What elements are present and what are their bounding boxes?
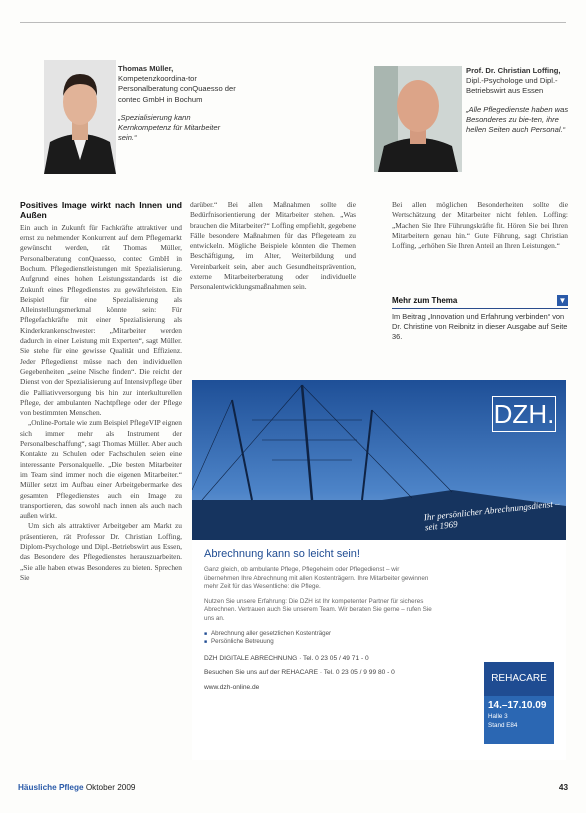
- rehacare-date: 14.–17.10.09: [488, 700, 547, 711]
- article-column-1: [20, 200, 182, 583]
- rehacare-stand: Stand E84: [488, 722, 518, 729]
- ad-paragraph: Ganz gleich, ob ambulante Pflege, Pflegeheim oder Pflegedienst – wir übernehmen Ihre Abrechnung mit allen Kostenträgern. Ihre Mitarbeiter gewinnen mehr Zeit für das Wesentliche: die Pflege.: [204, 566, 429, 591]
- person-role: Kompetenzkoordina-tor Personalberatung conQuaesso der contec GmbH in Bochum: [118, 74, 236, 104]
- issue-date: Oktober 2009: [85, 783, 136, 792]
- article-column-3: [392, 200, 568, 251]
- more-on-topic-label: Mehr zum Thema: [392, 296, 458, 305]
- ad-website-link[interactable]: www.dzh-online.de: [204, 683, 260, 691]
- page-footer: [18, 783, 568, 792]
- more-on-topic-box: [392, 295, 568, 343]
- list-item: ■ Abrechnung aller gesetzlichen Kostenträger: [204, 630, 434, 639]
- ad-paragraph: Nutzen Sie unsere Erfahrung: Die DZH ist Ihr kompetenter Partner für sicheres Abrechnen. Vertrauen auch Sie unserem Team. Wir beraten Sie gerne – rufen Sie uns an.: [204, 597, 432, 622]
- paragraph: Um sich als attraktiver Arbeitgeber am Markt zu präsentieren, rät Professor Dr. Christian Loffing, Diplom-Psychologe und Dipl.-Betriebswirt aus Essen, das Besondere des Pflegedienstes herauszuarbeiten. „Sie alle haben etwas Besonderes zu bieten. Sprechen Sie: [20, 521, 182, 582]
- dzh-logo: DZH.: [492, 396, 556, 432]
- person-name: Prof. Dr. Christian Loffing,: [466, 66, 561, 75]
- person-bio-mueller: [118, 64, 238, 143]
- ad-slogan: Ihr persönlicher Abrechnungsdienst – seit 1969: [423, 498, 560, 533]
- advertisement-dzh[interactable]: [192, 380, 566, 760]
- rehacare-banner: REHACARE: [484, 662, 554, 696]
- person-quote: „Spezialisierung kann Kernkompetenz für Mitarbeiter sein.“: [118, 112, 221, 143]
- rehacare-details: [484, 696, 554, 744]
- ad-body: [204, 548, 434, 699]
- person-role: Dipl.-Psychologe und Dipl.-Betriebswirt aus Essen: [466, 76, 558, 96]
- page-number: 43: [558, 783, 568, 792]
- paragraph: darüber.“ Bei allen Maßnahmen sollte die Bedürfnisorientierung der Mitarbeiter stehen. „Was brauchen die Mitarbeiter?“ Loffing empfiehlt, gegebene Fälle besondere Maßnahmen für das Pflegeteam zu entwickeln. Mögliche Beispiele könnten die Themen Beschäftigung, im Alter, Weiterbildung und Vereinbarkeit sein, aber auch Gesundheitsprävention, externe Mitarbeiterberatung oder individuelle Personalentwicklungsmaßnahmen sein.: [190, 200, 356, 292]
- person-name: Thomas Müller,: [118, 64, 174, 73]
- paragraph: „Online-Portale wie zum Beispiel PflegeVIP eignen sich immer mehr als Instrument der Personalbeschaffung“, sagt Thomas Müller. Aber auch Kontakte zu Schulen oder Fachschulen seien eine interessante Personalquelle. „Die besten Mitarbeiter im Team sind immer noch die eigenen Mitarbeiter.“ Müller setzt im Aufbau einer Arbeitgebermarke des gesamten Pflegedienstes auch ein Image zu transportieren, das sowohl nach innen als auch nach außen wirkt.: [20, 418, 182, 521]
- arrow-down-icon: ▼: [558, 296, 567, 305]
- paragraph: Ein auch in Zukunft für Fachkräfte attraktiver und ernst zu nehmender Konkurrent auf dem Pflegemarkt gewünscht werden, rät Thomas Müller, Personalberatung conQuaesso, contec GmbH in Bochum. Pflegedienstleistungen mit Spezialisierung. Aufgrund eines hohen Leistungsstandards ist die Zukunft eines Pflegedienstes zu gewährleisten. Ein Beispiel für eine Spezialisierung als Alleinstellungsmerkmal könnte sein: Für Pflegefachkräfte mit einer Spezialisierung als Kinderkrankenschwester: „Mitarbeiter werden dadurch in einer Leistung mit Experten“, sagt Müller. Sie stehe für eine gewisse Qualität und Effizienz. Jeder Pflegedienst müsse nach den individuellen Gegebenheiten „seine Nische finden“. Die reicht der Dienst von der Spezialisierung auf Intensivpflege über die Palliativversorgung bis hin zur interkulturellen Pflege, der ambulanten Nachtpflege oder der Pflege von bestimmten Menschen.: [20, 222, 182, 418]
- person-quote: „Alle Pflegedienste haben was Besonderes zu bie-ten, ihre hellen Seiten auch Personal.“: [466, 104, 569, 135]
- ad-contact: Besuchen Sie uns auf der REHACARE · Tel. 0 23 05 / 9 99 80 - 0: [204, 669, 395, 677]
- top-rule: [20, 22, 566, 23]
- article-headline: Positives Image wirkt nach Innen und Außen: [20, 200, 182, 221]
- ad-contact: DZH DIGITALE ABRECHNUNG · Tel. 0 23 05 / 49 71 - 0: [204, 654, 369, 662]
- ad-headline: Abrechnung kann so leicht sein!: [204, 548, 360, 560]
- more-on-topic-text: Im Beitrag „Innovation und Erfahrung verbinden“ von Dr. Christine von Reibnitz in dieser Ausgabe auf Seite 36.: [392, 312, 568, 342]
- portrait-thomas-mueller: [44, 60, 116, 174]
- article-column-2: [190, 200, 356, 293]
- portrait-christian-loffing: [374, 66, 462, 172]
- list-item: ■ Persönliche Betreuung: [204, 638, 434, 647]
- magazine-name: Häusliche Pflege: [18, 783, 84, 792]
- rehacare-hall: Halle 3: [488, 713, 508, 720]
- ad-ship-image: [192, 380, 566, 540]
- ad-feature-list: [204, 630, 434, 647]
- paragraph: Bei allen möglichen Besonderheiten sollte die Wertschätzung der Mitarbeiter nicht fehlen. Loffing: „Machen Sie Ihre Führungskräfte fit. Hören Sie bei Ihren Mitarbeitern genau hin.“ Gute Führung, sagt Christian Loffing, „erhöhen Sie Ihren Anteil an Ihren Leistungen.“: [392, 200, 568, 251]
- more-on-topic-title: [392, 295, 568, 309]
- person-bio-loffing: [466, 66, 576, 135]
